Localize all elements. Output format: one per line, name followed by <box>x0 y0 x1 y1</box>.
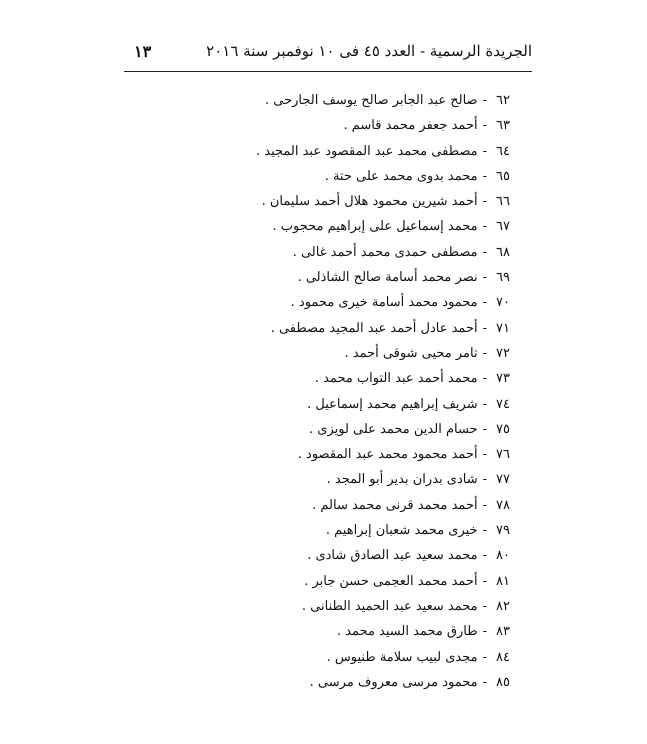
entry-name: أحمد جعفر محمد قاسم . <box>343 118 478 134</box>
entry-separator: - <box>482 523 487 539</box>
list-item <box>180 493 510 518</box>
list-item <box>180 543 510 568</box>
entry-separator: - <box>482 548 487 564</box>
list-item <box>180 417 510 442</box>
entry-name: أحمد شيرين محمود هلال أحمد سليمان . <box>261 194 478 210</box>
entry-separator: - <box>482 497 487 513</box>
gazette-title: الجريدة الرسمية - العدد ٤٥ فى ١٠ نوفمبر سنة ٢٠١٦ <box>206 42 532 60</box>
entry-name: مصطفى حمدى محمد أحمد غالى . <box>292 244 478 260</box>
entry-separator: - <box>482 598 487 614</box>
entry-separator: - <box>482 624 487 640</box>
entry-number: ٨٢ <box>496 598 510 614</box>
entry-name: أحمد محمد قرنى محمد سالم . <box>312 497 478 513</box>
entry-number: ٧٥ <box>496 421 510 437</box>
entry-separator: - <box>482 674 487 690</box>
list-item <box>180 341 510 366</box>
entry-name: نصر محمد أسامة صالح الشاذلى . <box>297 270 478 286</box>
entry-name: شادى بدران بدير أبو المجد . <box>326 472 478 488</box>
entry-name: محمد سعيد عبد الصادق شادى . <box>307 548 478 564</box>
list-item <box>180 214 510 239</box>
entry-separator: - <box>482 649 487 665</box>
entry-number: ٦٨ <box>496 244 510 260</box>
entry-separator: - <box>482 421 487 437</box>
entry-name: محمد سعيد عبد الحميد الطنانى . <box>301 598 478 614</box>
entry-separator: - <box>482 194 487 210</box>
entry-number: ٨١ <box>496 573 510 589</box>
entry-name: أحمد محمد العجمى حسن جابر . <box>304 573 478 589</box>
entry-number: ٦٣ <box>496 118 510 134</box>
list-item <box>180 467 510 492</box>
entry-name: محمود مرسى معروف مرسى . <box>309 674 478 690</box>
entry-name: خيرى محمد شعبان إبراهيم . <box>325 523 478 539</box>
entry-number: ٦٦ <box>496 194 510 210</box>
entry-separator: - <box>482 270 487 286</box>
entry-number: ٦٩ <box>496 270 510 286</box>
entry-name: أحمد محمود محمد عبد المقصود . <box>297 447 478 463</box>
list-item <box>180 670 510 695</box>
header-divider <box>124 71 532 72</box>
entry-name: تامر محيى شوقى أحمد . <box>344 345 478 361</box>
entry-name: محمد إسماعيل على إبراهيم محجوب . <box>272 219 478 235</box>
page-number: ١٣ <box>134 42 152 61</box>
list-item <box>180 518 510 543</box>
list-item <box>180 139 510 164</box>
entry-name: محمد بدوى محمد على حتة . <box>324 168 478 184</box>
entry-name: مصطفى محمد عبد المقصود عبد المجيد . <box>255 143 478 159</box>
entry-separator: - <box>482 472 487 488</box>
entry-separator: - <box>482 143 487 159</box>
entry-separator: - <box>482 168 487 184</box>
list-item <box>180 316 510 341</box>
list-item <box>180 366 510 391</box>
names-list <box>180 88 510 695</box>
list-item <box>180 442 510 467</box>
entry-number: ٨٠ <box>496 548 510 564</box>
list-item <box>180 594 510 619</box>
entry-separator: - <box>482 118 487 134</box>
list-item <box>180 569 510 594</box>
entry-separator: - <box>482 219 487 235</box>
entry-separator: - <box>482 447 487 463</box>
entry-separator: - <box>482 345 487 361</box>
entry-separator: - <box>482 396 487 412</box>
entry-name: محمد أحمد عبد التواب محمد . <box>314 371 478 387</box>
list-item <box>180 619 510 644</box>
entry-number: ٦٢ <box>496 93 510 108</box>
list-item <box>180 265 510 290</box>
entry-name: حسام الدين محمد على لويزى . <box>309 421 478 437</box>
list-item <box>180 392 510 417</box>
list-item <box>180 164 510 189</box>
entry-name: طارق محمد السيد محمد . <box>336 624 478 640</box>
list-item <box>180 645 510 670</box>
entry-number: ٧٧ <box>496 472 510 488</box>
entry-number: ٧٢ <box>496 345 510 361</box>
entry-separator: - <box>482 573 487 589</box>
entry-name: صالح عبد الجابر صالح يوسف الجارحى . <box>264 93 478 108</box>
entry-number: ٧٦ <box>496 447 510 463</box>
entry-number: ٨٥ <box>496 674 510 690</box>
list-item <box>180 290 510 315</box>
entry-number: ٨٤ <box>496 649 510 665</box>
entry-separator: - <box>482 93 487 108</box>
page-header <box>124 38 532 72</box>
list-item <box>180 189 510 214</box>
list-item <box>180 88 510 113</box>
entry-number: ٧٤ <box>496 396 510 412</box>
entry-name: أحمد عادل أحمد عبد المجيد مصطفى . <box>270 320 478 336</box>
entry-number: ٦٥ <box>496 168 510 184</box>
entry-number: ٧٩ <box>496 523 510 539</box>
entry-number: ٨٣ <box>496 624 510 640</box>
entry-separator: - <box>482 295 487 311</box>
list-item <box>180 240 510 265</box>
entry-number: ٧٨ <box>496 497 510 513</box>
entry-separator: - <box>482 244 487 260</box>
entry-number: ٧١ <box>496 320 510 336</box>
entry-number: ٦٧ <box>496 219 510 235</box>
entry-separator: - <box>482 371 487 387</box>
entry-name: مجدى لبيب سلامة طنيوس . <box>326 649 478 665</box>
list-item <box>180 113 510 138</box>
entry-name: شريف إبراهيم محمد إسماعيل . <box>307 396 478 412</box>
entry-number: ٧٣ <box>496 371 510 387</box>
entry-number: ٧٠ <box>496 295 510 311</box>
entry-number: ٦٤ <box>496 143 510 159</box>
entry-name: محمود محمد أسامة خيرى محمود . <box>290 295 478 311</box>
entry-separator: - <box>482 320 487 336</box>
